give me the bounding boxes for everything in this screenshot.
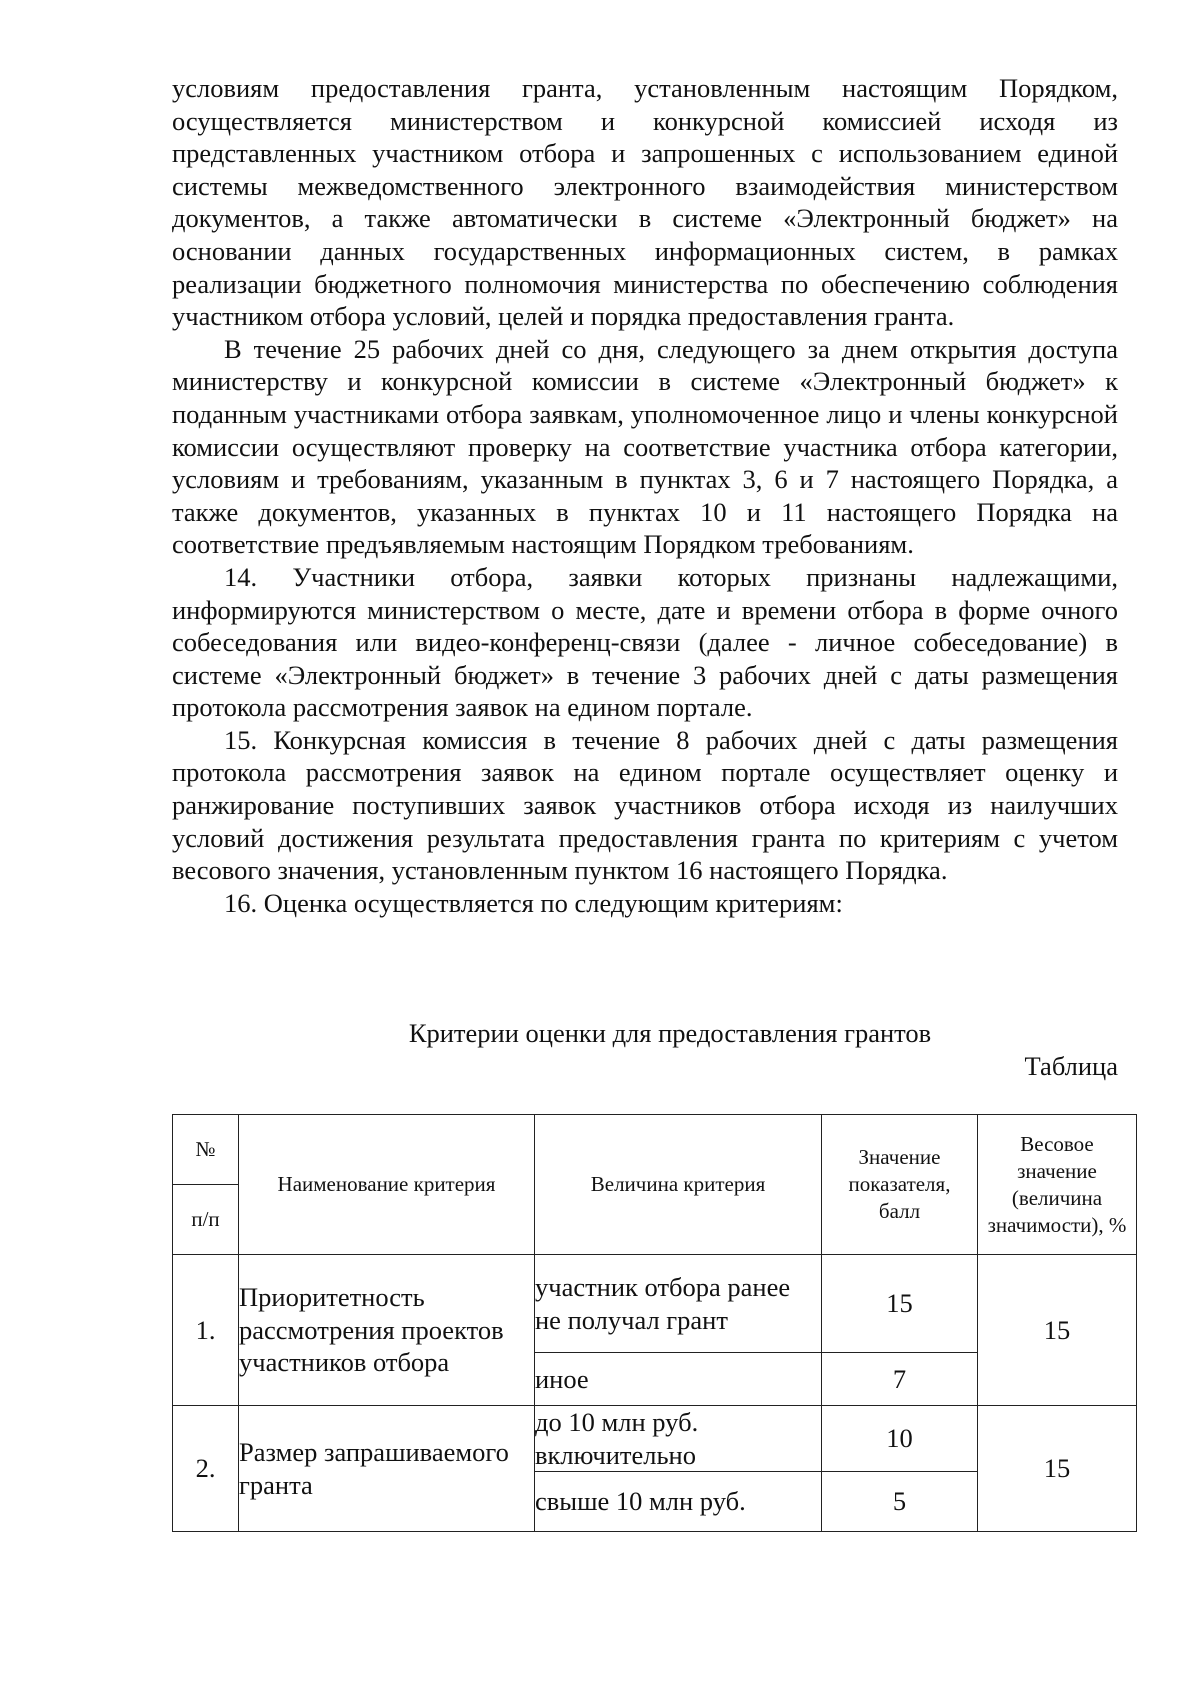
criterion-name: Размер запрашиваемого гранта xyxy=(239,1406,535,1532)
criterion-score: 10 xyxy=(822,1406,978,1472)
table-row xyxy=(173,1255,1137,1353)
paragraph-review-period: В течение 25 рабочих дней со дня, следующего за днем открытия доступа министерству и конкурсной комиссии в системе «Электронный бюджет» к поданным участниками отбора заявкам, уполномоченное лицо и члены конкурсной комиссии осуществляют проверку на соответствие участника отбора категории, условиям и требованиям, указанным в пунктах 3, 6 и 7 настоящего Порядка, а также документов, указанных в пунктах 10 и 11 настоящего Порядка на соответствие предъявляемым настоящим Порядком требованиям. xyxy=(172,333,1118,560)
criterion-score: 5 xyxy=(822,1472,978,1532)
header-criterion-magnitude: Величина критерия xyxy=(535,1115,822,1255)
paragraph-15: 15. Конкурсная комиссия в течение 8 рабочих дней с даты размещения протокола рассмотрения заявок на едином портале осуществляет оценку и ранжирование поступивших заявок участников отбора исходя из наилучших условий достижения результата предоставления гранта по критериям с учетом весового значения, установленным пунктом 16 настоящего Порядка. xyxy=(172,724,1118,886)
criterion-score: 15 xyxy=(822,1255,978,1353)
row-number: 1. xyxy=(173,1255,239,1406)
paragraph-continuation: условиям предоставления гранта, установленным настоящим Порядком, осуществляется министерством и конкурсной комиссией исходя из представленных участником отбора и запрошенных с использованием единой системы межведомственного электронного взаимодействия министерством документов, а также автоматически в системе «Электронный бюджет» на основании данных государственных информационных систем, в рамках реализации бюджетного полномочия министерства по обеспечению соблюдения участником отбора условий, целей и порядка предоставления гранта. xyxy=(172,73,1118,332)
body-text xyxy=(172,72,1118,919)
criterion-weight: 15 xyxy=(978,1255,1137,1406)
criterion-magnitude: до 10 млн руб. включительно xyxy=(535,1406,822,1472)
criterion-weight: 15 xyxy=(978,1406,1137,1532)
criterion-magnitude: иное xyxy=(535,1353,822,1406)
criterion-magnitude: свыше 10 млн руб. xyxy=(535,1472,822,1532)
header-score: Значение показателя, балл xyxy=(822,1115,978,1255)
row-number: 2. xyxy=(173,1406,239,1532)
paragraph-14: 14. Участники отбора, заявки которых признаны надлежащими, информируются министерством о месте, дате и времени отбора в форме очного собеседования или видео-конференц-связи (далее - личное собеседование) в системе «Электронный бюджет» в течение 3 рабочих дней с даты размещения протокола рассмотрения заявок на едином портале. xyxy=(172,561,1118,723)
paragraph-16: 16. Оценка осуществляется по следующим критериям: xyxy=(224,887,843,918)
header-criterion-name: Наименование критерия xyxy=(239,1115,535,1255)
table-label: Таблица xyxy=(1024,1051,1118,1081)
criteria-table xyxy=(172,1114,1137,1532)
criterion-score: 7 xyxy=(822,1353,978,1406)
header-weight: Весовое значение (величина значимости), % xyxy=(978,1115,1137,1255)
table-caption: Критерии оценки для предоставления грантов xyxy=(408,1018,932,1048)
header-number-sub: п/п xyxy=(173,1185,239,1255)
table-row xyxy=(173,1406,1137,1472)
header-number: № xyxy=(173,1115,239,1185)
criterion-name: Приоритетность рассмотрения проектов участников отбора xyxy=(239,1255,535,1406)
criterion-magnitude: участник отбора ранее не получал грант xyxy=(535,1255,822,1353)
